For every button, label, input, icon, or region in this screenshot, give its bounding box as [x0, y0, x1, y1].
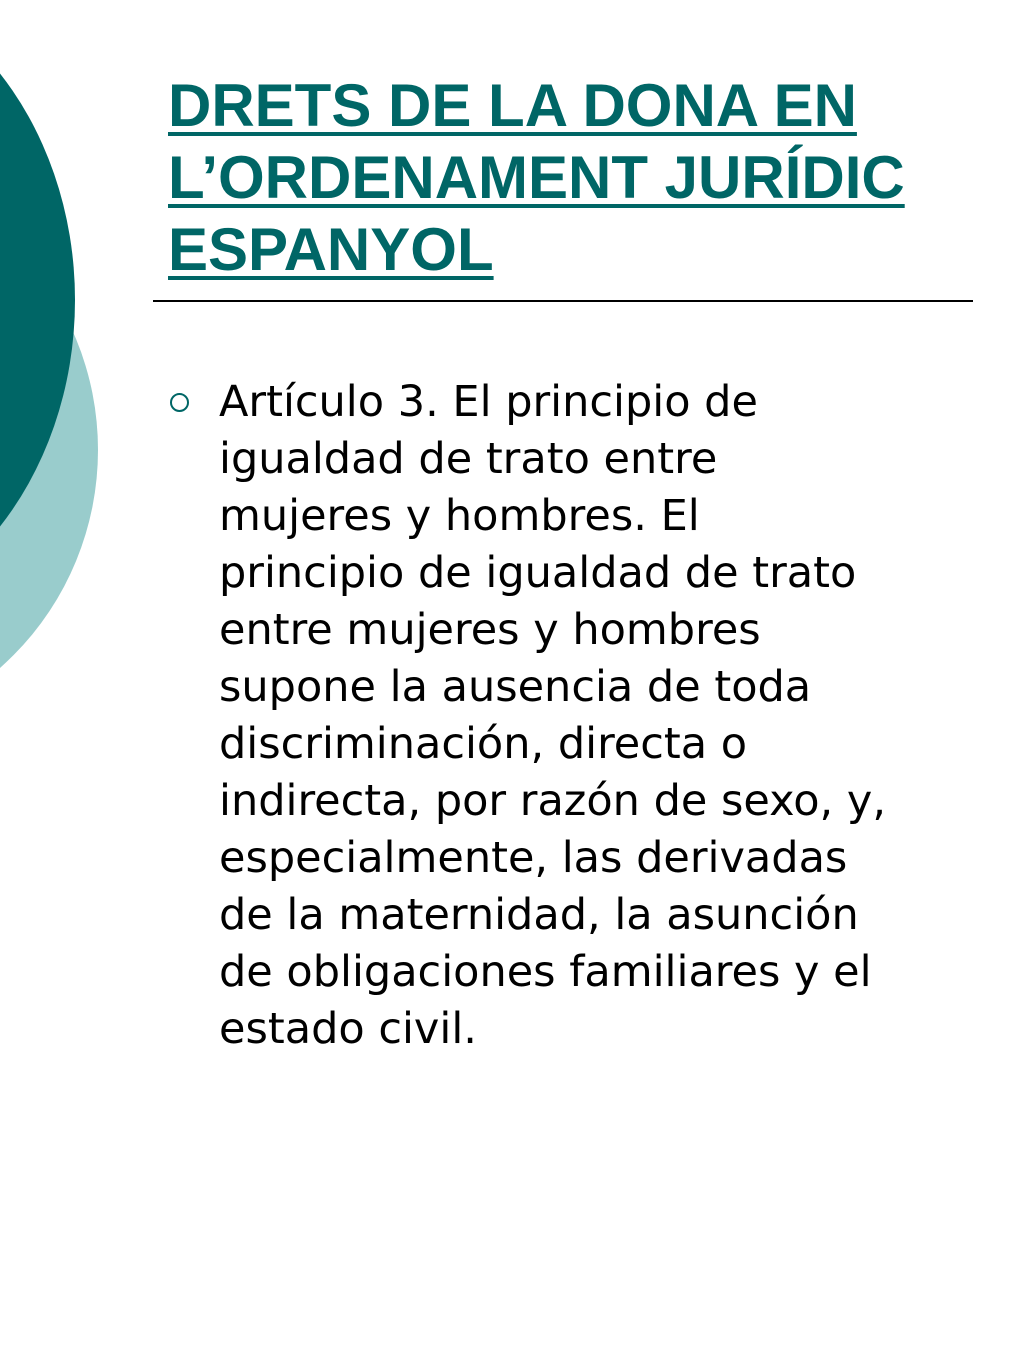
title-line: L’ORDENAMENT JURÍDIC	[168, 144, 905, 211]
paragraph-line: mujeres y hombres. El	[219, 491, 700, 541]
paragraph-line: principio de igualdad de trato	[219, 548, 857, 598]
paragraph-line: indirecta, por razón de sexo, y,	[219, 776, 887, 826]
paragraph-line: discriminación, directa o	[219, 719, 748, 769]
title-divider	[153, 300, 973, 302]
paragraph-line: de obligaciones familiares y el	[219, 947, 872, 997]
article-paragraph	[219, 374, 989, 1058]
hollow-circle-bullet-icon	[170, 393, 189, 412]
title-line: ESPANYOL	[168, 216, 494, 283]
slide-title	[168, 70, 988, 286]
paragraph-line: estado civil.	[219, 1004, 477, 1054]
paragraph-line: supone la ausencia de toda	[219, 662, 812, 712]
paragraph-line: especialmente, las derivadas	[219, 833, 848, 883]
paragraph-line: entre mujeres y hombres	[219, 605, 761, 655]
paragraph-line: de la maternidad, la asunción	[219, 890, 859, 940]
paragraph-line: Artículo 3. El principio de	[219, 377, 758, 427]
title-line: DRETS DE LA DONA EN	[168, 72, 857, 139]
paragraph-line: igualdad de trato entre	[219, 434, 718, 484]
